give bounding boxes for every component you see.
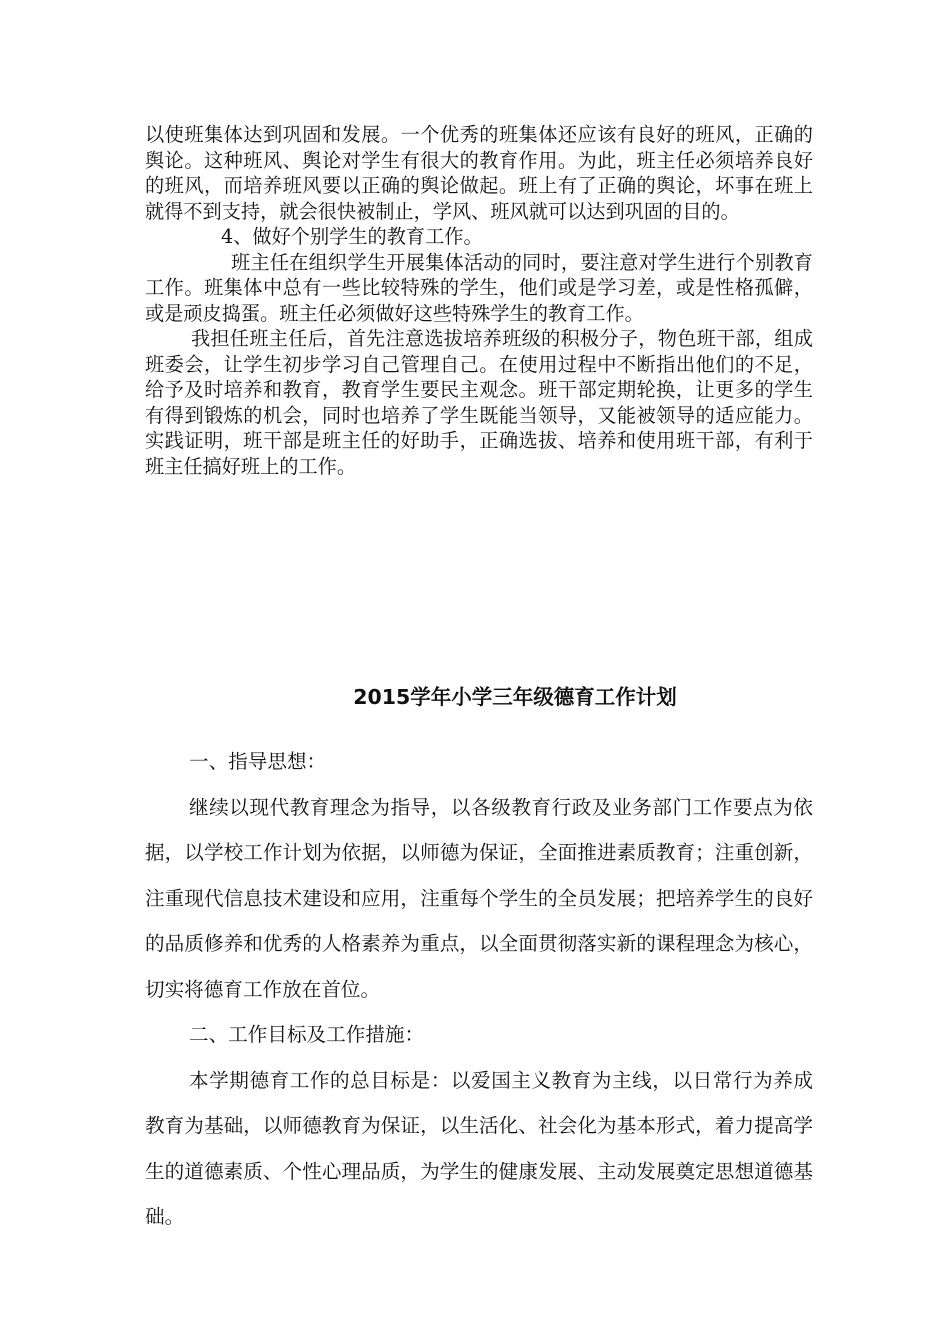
plan-body <box>145 739 813 1240</box>
section-heading: 二、工作目标及工作措施： <box>189 1023 425 1046</box>
section-heading: 一、指导思想： <box>189 750 327 773</box>
previous-section-text <box>145 122 813 479</box>
paragraph: 班主任在组织学生开展集体活动的同时，要注意对学生进行个别教育工作。班集体中总有一些比较特殊的学生，他们或是学习差，或是性格孤僻，或是顽皮捣蛋。班主任必须做好这些特殊学生的教育工作。 <box>145 250 813 325</box>
paragraph: 我担任班主任后，首先注意选拔培养班级的积极分子，物色班干部，组成班委会，让学生初步学习自己管理自己。在使用过程中不断指出他们的不足，给予及时培养和教育，教育学生要民主观念。班干部定期轮换，让更多的学生有得到锻炼的机会，同时也培养了学生既能当领导，又能被领导的适应能力。实践证明，班干部是班主任的好助手，正确选拔、培养和使用班干部，有利于班主任搞好班上的工作。 <box>145 327 813 478</box>
document-title: 2015学年小学三年级德育工作计划 <box>353 685 677 709</box>
paragraph: 继续以现代教育理念为指导，以各级教育行政及业务部门工作要点为依据，以学校工作计划为依据，以师德为保证，全面推进素质教育；注重创新，注重现代信息技术建设和应用，注重每个学生的全员发展；把培养学生的良好的品质修养和优秀的人格素养为重点，以全面贯彻落实新的课程理念为核心，切实将德育工作放在首位。 <box>145 795 813 1001</box>
numbered-heading: 4、做好个别学生的教育工作。 <box>221 225 483 248</box>
paragraph: 本学期德育工作的总目标是：以爱国主义教育为主线，以日常行为养成教育为基础，以师德教育为保证，以生活化、社会化为基本形式，着力提高学生的道德素质、个性心理品质，为学生的健康发展、主动发展奠定思想道德基础。 <box>145 1068 813 1228</box>
paragraph: 以使班集体达到巩固和发展。一个优秀的班集体还应该有良好的班风，正确的舆论。这种班风、舆论对学生有很大的教育作用。为此，班主任必须培养良好的班风，而培养班风要以正确的舆论做起。班上有了正确的舆论，坏事在班上就得不到支持，就会很快被制止，学风、班风就可以达到巩固的目的。 <box>145 123 813 223</box>
